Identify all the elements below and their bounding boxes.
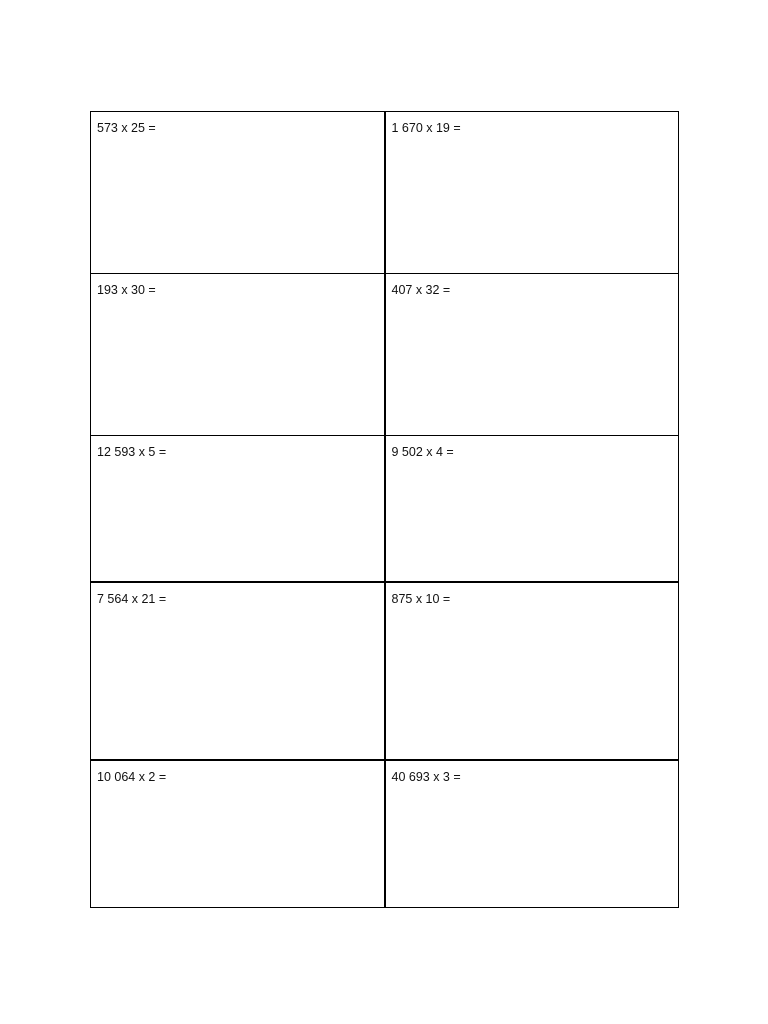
problem-text: 193 x 30 =: [97, 283, 156, 297]
problem-text: 573 x 25 =: [97, 121, 156, 135]
problem-cell: [91, 582, 385, 760]
problem-cell: [91, 274, 385, 436]
problem-row: [91, 582, 679, 760]
problem-cell: [385, 274, 679, 436]
problem-text: 12 593 x 5 =: [97, 445, 167, 459]
problem-cell: [91, 436, 385, 583]
problem-cell: [385, 582, 679, 760]
problem-cell: [385, 112, 679, 274]
problem-cell: [385, 760, 679, 908]
problem-text: 9 502 x 4 =: [391, 445, 454, 459]
multiplication-problem-grid: [90, 111, 679, 908]
problem-row: [91, 112, 679, 274]
problem-text: 407 x 32 =: [391, 283, 451, 297]
problem-text: 1 670 x 19 =: [391, 121, 461, 135]
problem-row: [91, 760, 679, 908]
problem-text: 40 693 x 3 =: [391, 770, 461, 784]
problem-row: [91, 436, 679, 583]
problem-text: 7 564 x 21 =: [97, 592, 167, 606]
problem-cell: [385, 436, 679, 583]
problem-cell: [91, 760, 385, 908]
problem-cell: [91, 112, 385, 274]
problem-text: 875 x 10 =: [391, 592, 451, 606]
problem-row: [91, 274, 679, 436]
problem-text: 10 064 x 2 =: [97, 770, 167, 784]
